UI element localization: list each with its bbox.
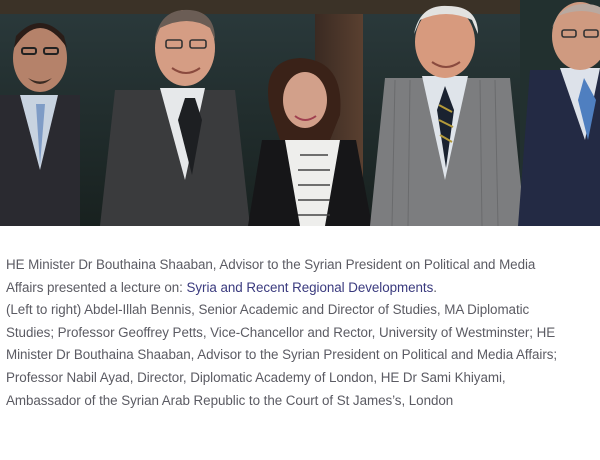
caption-intro-text: HE Minister Dr Bouthaina Shaaban, Advisor to the Syrian President on Political and Media Affairs presented a lecture on: <box>6 257 536 295</box>
lecture-title: Syria and Recent Regional Developments <box>186 279 434 295</box>
photo-caption <box>6 254 566 412</box>
group-photo-illustration <box>0 0 600 226</box>
caption-period: . <box>433 279 437 295</box>
caption-lecture-line <box>6 254 566 299</box>
group-photo <box>0 0 600 226</box>
caption-details: (Left to right) Abdel-Illah Bennis, Senior Academic and Director of Studies, MA Diplomatic Studies; Professor Geoffrey Petts, Vice-Chancellor and Rector, University of Westminster; HE Minister Dr Bouthaina Shaaban, Advisor to the Syrian President on Political and Media Affairs; Professor Nabil Ayad, Director, Diplomatic Academy of London, HE Dr Sami Khiyami, Ambassador of the Syrian Arab Republic to the Court of St James’s, London <box>6 302 558 408</box>
